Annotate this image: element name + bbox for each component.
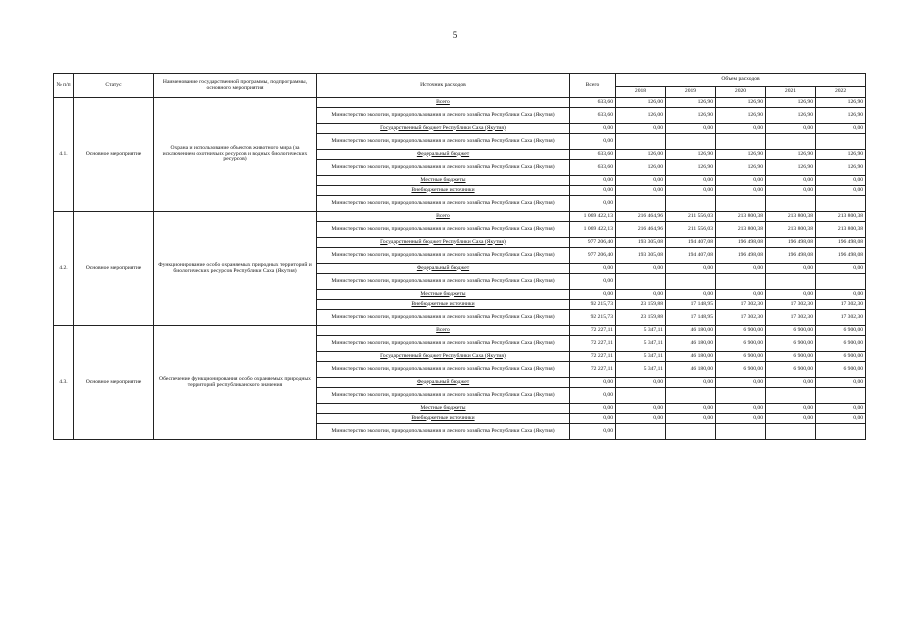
total-cell: 977 206,40 xyxy=(570,238,616,248)
year-value-cell xyxy=(816,388,866,404)
year-value-cell xyxy=(616,424,666,440)
year-value-cell: 0,00 xyxy=(616,124,666,134)
table-row xyxy=(54,326,866,336)
year-value-cell: 196 498,08 xyxy=(716,238,766,248)
year-value-cell: 6 900,00 xyxy=(816,336,866,352)
year-value-cell: 17 302,30 xyxy=(766,310,816,326)
source-cell: Федеральный бюджет xyxy=(317,378,570,388)
year-value-cell: 196 498,08 xyxy=(766,238,816,248)
year-value-cell xyxy=(816,196,866,212)
year-value-cell xyxy=(616,388,666,404)
source-cell: Министерство экологии, природопользования и лесного хозяйства Республики Саха (Якутия) xyxy=(317,108,570,124)
header-year: 2020 xyxy=(716,87,766,98)
year-value-cell: 17 148,95 xyxy=(666,300,716,310)
year-value-cell: 0,00 xyxy=(816,378,866,388)
year-value-cell: 196 498,08 xyxy=(816,238,866,248)
page-number: 5 xyxy=(452,30,458,40)
year-value-cell: 6 900,00 xyxy=(766,336,816,352)
year-value-cell xyxy=(666,134,716,150)
year-value-cell: 23 159,88 xyxy=(616,300,666,310)
year-value-cell xyxy=(616,274,666,290)
year-value-cell: 0,00 xyxy=(716,404,766,414)
year-value-cell: 0,00 xyxy=(766,264,816,274)
year-value-cell xyxy=(666,196,716,212)
year-value-cell: 0,00 xyxy=(816,290,866,300)
row-number: 4.1. xyxy=(54,98,74,212)
year-value-cell: 0,00 xyxy=(666,404,716,414)
year-value-cell: 17 302,30 xyxy=(816,310,866,326)
total-cell: 92 215,73 xyxy=(570,300,616,310)
source-cell: Государственный бюджет Республики Саха (Якутия) xyxy=(317,352,570,362)
year-value-cell: 0,00 xyxy=(816,414,866,424)
year-value-cell: 211 556,03 xyxy=(666,212,716,222)
year-value-cell: 23 159,88 xyxy=(616,310,666,326)
year-value-cell xyxy=(666,274,716,290)
year-value-cell: 0,00 xyxy=(766,124,816,134)
year-value-cell: 126,90 xyxy=(766,108,816,124)
year-value-cell xyxy=(766,274,816,290)
year-value-cell: 0,00 xyxy=(716,414,766,424)
total-cell: 0,00 xyxy=(570,414,616,424)
year-value-cell xyxy=(816,274,866,290)
year-value-cell: 0,00 xyxy=(616,186,666,196)
year-value-cell: 126,00 xyxy=(616,98,666,108)
year-value-cell: 126,90 xyxy=(816,98,866,108)
header-year: 2022 xyxy=(816,87,866,98)
year-value-cell: 17 302,30 xyxy=(816,300,866,310)
year-value-cell xyxy=(766,196,816,212)
row-number: 4.3. xyxy=(54,326,74,440)
year-value-cell xyxy=(716,388,766,404)
year-value-cell: 17 302,30 xyxy=(766,300,816,310)
year-value-cell: 0,00 xyxy=(816,404,866,414)
year-value-cell: 0,00 xyxy=(716,124,766,134)
year-value-cell: 17 148,95 xyxy=(666,310,716,326)
total-cell: 1 069 422,13 xyxy=(570,212,616,222)
year-value-cell xyxy=(816,134,866,150)
program-name: Охрана и использование объектов животного мира (за исключением охотничьих ресурсов и водных биологических ресурсов) xyxy=(154,98,317,212)
year-value-cell: 213 800,38 xyxy=(816,212,866,222)
year-value-cell: 0,00 xyxy=(766,290,816,300)
year-value-cell: 126,90 xyxy=(716,108,766,124)
total-cell: 977 206,40 xyxy=(570,248,616,264)
year-value-cell: 0,00 xyxy=(716,186,766,196)
table-body xyxy=(54,98,866,440)
total-cell: 633,60 xyxy=(570,98,616,108)
year-value-cell: 213 800,38 xyxy=(716,212,766,222)
row-number: 4.2. xyxy=(54,212,74,326)
year-value-cell: 213 800,38 xyxy=(766,212,816,222)
year-value-cell xyxy=(616,196,666,212)
year-value-cell: 6 900,00 xyxy=(716,352,766,362)
total-cell: 0,00 xyxy=(570,264,616,274)
year-value-cell: 126,90 xyxy=(766,98,816,108)
year-value-cell: 126,90 xyxy=(666,98,716,108)
row-status: Основное мероприятие xyxy=(74,98,154,212)
year-value-cell xyxy=(766,134,816,150)
year-value-cell: 0,00 xyxy=(816,176,866,186)
year-value-cell: 126,90 xyxy=(666,108,716,124)
year-value-cell: 6 900,00 xyxy=(816,352,866,362)
year-value-cell: 211 556,03 xyxy=(666,222,716,238)
source-cell: Федеральный бюджет xyxy=(317,264,570,274)
year-value-cell: 126,90 xyxy=(816,150,866,160)
year-value-cell: 0,00 xyxy=(616,290,666,300)
source-cell: Министерство экологии, природопользования и лесного хозяйства Республики Саха (Якутия) xyxy=(317,160,570,176)
table-row xyxy=(54,98,866,108)
source-cell: Федеральный бюджет xyxy=(317,150,570,160)
year-value-cell: 126,00 xyxy=(616,108,666,124)
year-value-cell: 46 180,00 xyxy=(666,326,716,336)
total-cell: 633,60 xyxy=(570,108,616,124)
total-cell: 1 069 422,13 xyxy=(570,222,616,238)
header-total: Всего xyxy=(570,74,616,98)
header-year: 2021 xyxy=(766,87,816,98)
source-cell: Государственный бюджет Республики Саха (Якутия) xyxy=(317,124,570,134)
total-cell: 0,00 xyxy=(570,176,616,186)
source-cell: Всего xyxy=(317,326,570,336)
source-cell: Министерство экологии, природопользования и лесного хозяйства Республики Саха (Якутия) xyxy=(317,388,570,404)
total-cell: 92 215,73 xyxy=(570,310,616,326)
row-status: Основное мероприятие xyxy=(74,326,154,440)
year-value-cell: 46 180,00 xyxy=(666,362,716,378)
source-cell: Министерство экологии, природопользования и лесного хозяйства Республики Саха (Якутия) xyxy=(317,424,570,440)
year-value-cell: 0,00 xyxy=(666,186,716,196)
year-value-cell: 0,00 xyxy=(766,414,816,424)
year-value-cell: 126,90 xyxy=(716,150,766,160)
total-cell: 0,00 xyxy=(570,186,616,196)
year-value-cell: 6 900,00 xyxy=(766,362,816,378)
source-cell: Министерство экологии, природопользования и лесного хозяйства Республики Саха (Якутия) xyxy=(317,336,570,352)
year-value-cell: 0,00 xyxy=(616,176,666,186)
source-cell: Всего xyxy=(317,98,570,108)
year-value-cell: 0,00 xyxy=(666,290,716,300)
total-cell: 0,00 xyxy=(570,290,616,300)
row-status: Основное мероприятие xyxy=(74,212,154,326)
total-cell: 0,00 xyxy=(570,424,616,440)
source-cell: Внебюджетные источники xyxy=(317,186,570,196)
year-value-cell: 0,00 xyxy=(616,404,666,414)
source-cell: Министерство экологии, природопользования и лесного хозяйства Республики Саха (Якутия) xyxy=(317,248,570,264)
year-value-cell: 0,00 xyxy=(666,414,716,424)
total-cell: 633,60 xyxy=(570,150,616,160)
year-value-cell: 126,90 xyxy=(716,98,766,108)
header-volume: Объем расходов xyxy=(616,74,866,87)
year-value-cell: 0,00 xyxy=(666,378,716,388)
year-value-cell: 196 498,08 xyxy=(766,248,816,264)
total-cell: 0,00 xyxy=(570,134,616,150)
year-value-cell xyxy=(816,424,866,440)
program-name: Функционирование особо охраняемых природных территорий и биологических ресурсов Республики Саха (Якутия) xyxy=(154,212,317,326)
year-value-cell: 126,90 xyxy=(766,150,816,160)
year-value-cell: 6 900,00 xyxy=(816,326,866,336)
total-cell: 0,00 xyxy=(570,196,616,212)
year-value-cell: 6 900,00 xyxy=(716,336,766,352)
source-cell: Министерство экологии, природопользования и лесного хозяйства Республики Саха (Якутия) xyxy=(317,362,570,378)
year-value-cell xyxy=(616,134,666,150)
total-cell: 0,00 xyxy=(570,274,616,290)
source-cell: Министерство экологии, природопользования и лесного хозяйства Республики Саха (Якутия) xyxy=(317,274,570,290)
header-number: № п/п xyxy=(54,74,74,98)
year-value-cell xyxy=(666,424,716,440)
total-cell: 72 227,11 xyxy=(570,336,616,352)
year-value-cell: 213 800,38 xyxy=(716,222,766,238)
source-cell: Внебюджетные источники xyxy=(317,414,570,424)
source-cell: Министерство экологии, природопользования и лесного хозяйства Республики Саха (Якутия) xyxy=(317,196,570,212)
year-value-cell: 213 800,38 xyxy=(766,222,816,238)
year-value-cell xyxy=(716,134,766,150)
year-value-cell: 126,00 xyxy=(616,150,666,160)
year-value-cell: 6 900,00 xyxy=(716,362,766,378)
source-cell: Государственный бюджет Республики Саха (Якутия) xyxy=(317,238,570,248)
year-value-cell: 0,00 xyxy=(666,264,716,274)
year-value-cell: 0,00 xyxy=(816,264,866,274)
year-value-cell: 0,00 xyxy=(766,186,816,196)
header-program: Наименование государственной программы, подпрограммы, основного мероприятия xyxy=(154,74,317,98)
year-value-cell: 126,90 xyxy=(666,150,716,160)
header-year: 2019 xyxy=(666,87,716,98)
year-value-cell: 0,00 xyxy=(716,378,766,388)
total-cell: 0,00 xyxy=(570,388,616,404)
year-value-cell: 0,00 xyxy=(716,264,766,274)
total-cell: 0,00 xyxy=(570,124,616,134)
year-value-cell: 196 498,08 xyxy=(716,248,766,264)
header-status: Статус xyxy=(74,74,154,98)
year-value-cell: 0,00 xyxy=(816,124,866,134)
table-row xyxy=(54,212,866,222)
year-value-cell: 0,00 xyxy=(766,378,816,388)
year-value-cell: 17 302,30 xyxy=(716,300,766,310)
total-cell: 633,60 xyxy=(570,160,616,176)
year-value-cell xyxy=(666,388,716,404)
year-value-cell xyxy=(766,424,816,440)
source-cell: Местные бюджеты xyxy=(317,176,570,186)
year-value-cell: 46 180,00 xyxy=(666,352,716,362)
total-cell: 72 227,11 xyxy=(570,362,616,378)
total-cell: 0,00 xyxy=(570,404,616,414)
source-cell: Всего xyxy=(317,212,570,222)
year-value-cell: 216 464,96 xyxy=(616,212,666,222)
total-cell: 0,00 xyxy=(570,378,616,388)
year-value-cell xyxy=(716,424,766,440)
year-value-cell: 0,00 xyxy=(616,378,666,388)
year-value-cell: 5 347,11 xyxy=(616,352,666,362)
year-value-cell: 6 900,00 xyxy=(716,326,766,336)
program-name: Обеспечение функционирования особо охраняемых природных территорий республиканского значения xyxy=(154,326,317,440)
year-value-cell: 0,00 xyxy=(666,176,716,186)
year-value-cell: 5 347,11 xyxy=(616,362,666,378)
year-value-cell: 193 305,08 xyxy=(616,248,666,264)
year-value-cell: 46 180,00 xyxy=(666,336,716,352)
year-value-cell: 194 407,08 xyxy=(666,238,716,248)
year-value-cell: 196 498,08 xyxy=(816,248,866,264)
year-value-cell: 193 305,08 xyxy=(616,238,666,248)
year-value-cell: 0,00 xyxy=(816,186,866,196)
year-value-cell: 0,00 xyxy=(616,264,666,274)
year-value-cell xyxy=(716,196,766,212)
year-value-cell: 6 900,00 xyxy=(816,362,866,378)
year-value-cell: 126,90 xyxy=(816,160,866,176)
year-value-cell: 126,90 xyxy=(716,160,766,176)
year-value-cell: 17 302,30 xyxy=(716,310,766,326)
budget-table xyxy=(53,73,866,440)
year-value-cell: 0,00 xyxy=(616,414,666,424)
source-cell: Министерство экологии, природопользования и лесного хозяйства Республики Саха (Якутия) xyxy=(317,134,570,150)
year-value-cell: 126,00 xyxy=(616,160,666,176)
total-cell: 72 227,11 xyxy=(570,326,616,336)
year-value-cell xyxy=(716,274,766,290)
year-value-cell: 0,00 xyxy=(716,176,766,186)
source-cell: Министерство экологии, природопользования и лесного хозяйства Республики Саха (Якутия) xyxy=(317,222,570,238)
year-value-cell: 5 347,11 xyxy=(616,336,666,352)
year-value-cell: 0,00 xyxy=(666,124,716,134)
year-value-cell: 216 464,96 xyxy=(616,222,666,238)
year-value-cell: 126,90 xyxy=(816,108,866,124)
year-value-cell: 0,00 xyxy=(766,404,816,414)
year-value-cell: 126,90 xyxy=(666,160,716,176)
header-source: Источник расходов xyxy=(317,74,570,98)
year-value-cell: 6 900,00 xyxy=(766,352,816,362)
total-cell: 72 227,11 xyxy=(570,352,616,362)
year-value-cell: 5 347,11 xyxy=(616,326,666,336)
year-value-cell xyxy=(766,388,816,404)
source-cell: Местные бюджеты xyxy=(317,290,570,300)
header-year: 2018 xyxy=(616,87,666,98)
year-value-cell: 0,00 xyxy=(766,176,816,186)
year-value-cell: 6 900,00 xyxy=(766,326,816,336)
year-value-cell: 194 407,08 xyxy=(666,248,716,264)
year-value-cell: 126,90 xyxy=(766,160,816,176)
source-cell: Внебюджетные источники xyxy=(317,300,570,310)
source-cell: Местные бюджеты xyxy=(317,404,570,414)
year-value-cell: 0,00 xyxy=(716,290,766,300)
year-value-cell: 213 800,38 xyxy=(816,222,866,238)
source-cell: Министерство экологии, природопользования и лесного хозяйства Республики Саха (Якутия) xyxy=(317,310,570,326)
